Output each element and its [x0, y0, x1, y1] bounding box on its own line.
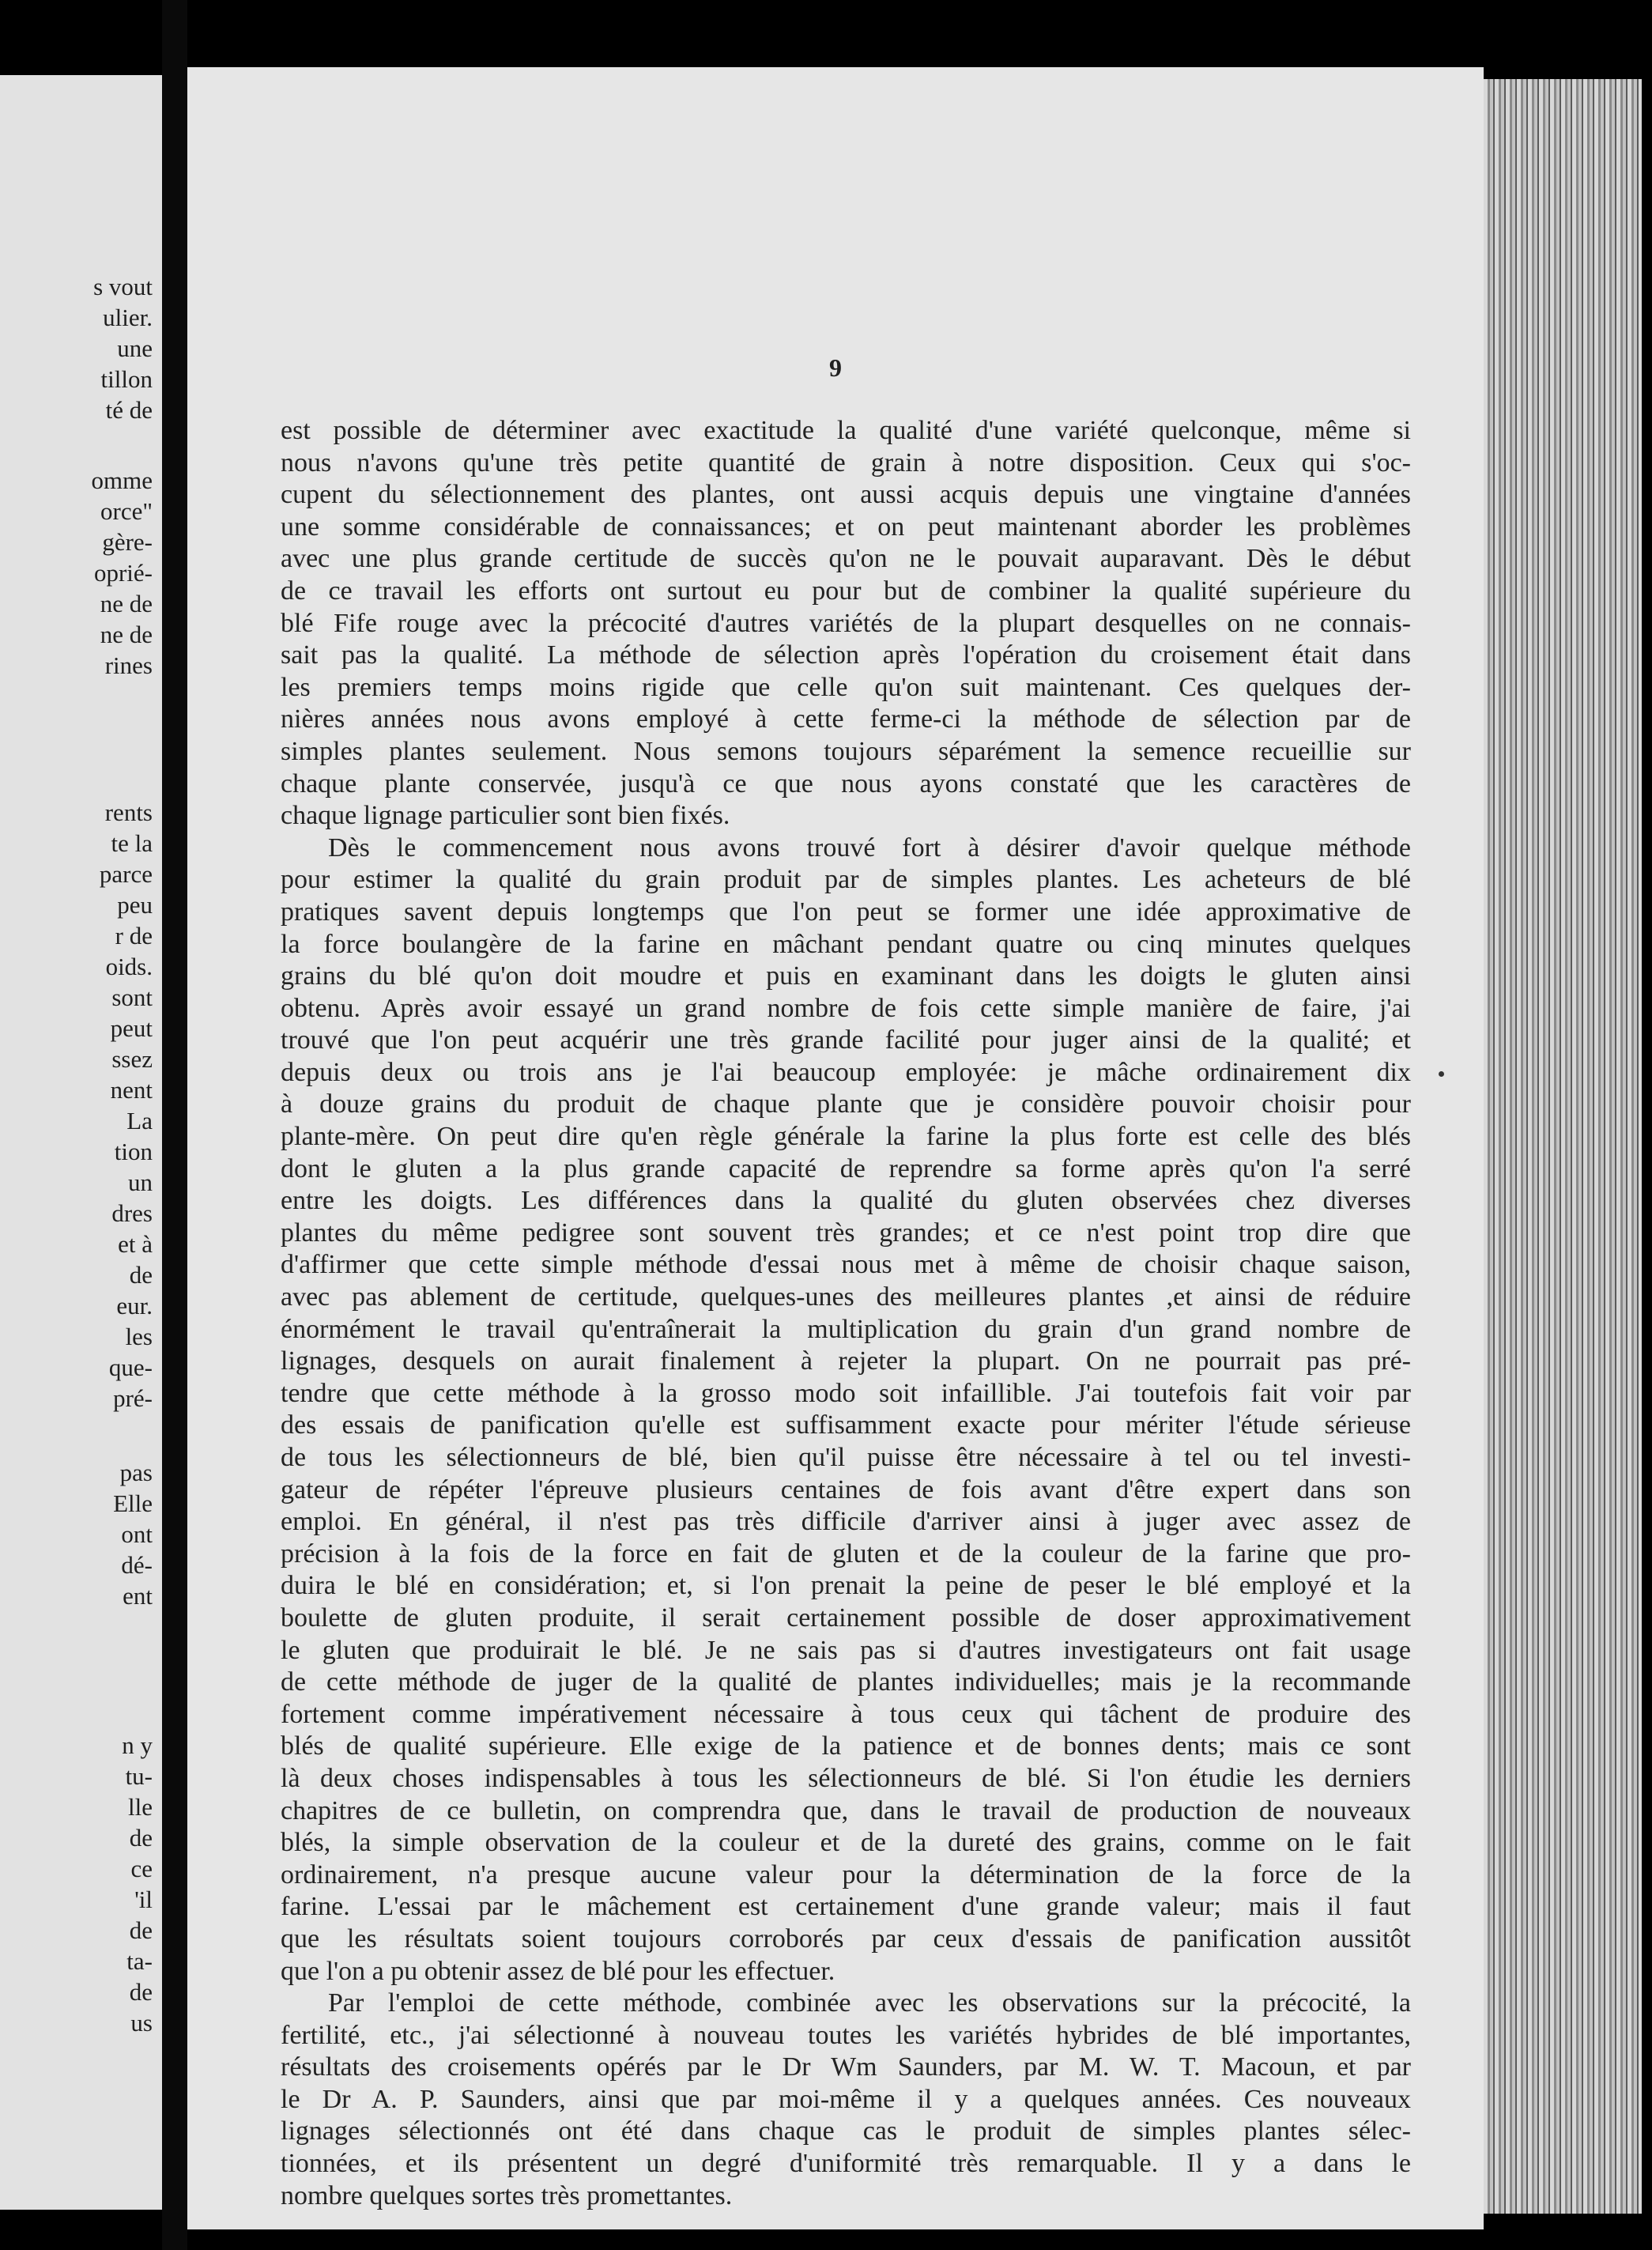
text-line: précision à la fois de la force en fait de gluten et de la couleur de la farine que pro-	[281, 1538, 1411, 1569]
left-page-fragment: peut	[110, 1014, 153, 1042]
book-gutter	[162, 0, 187, 2250]
left-page-fragment: les	[125, 1323, 153, 1350]
text-line: une somme considérable de connaissances; et on peut maintenant aborder les problèmes	[281, 512, 1411, 542]
text-line: de cette méthode de juger de la qualité de plantes individuelles; mais je la recommande	[281, 1667, 1411, 1697]
text-line: chaque lignage particulier sont bien fixés.	[281, 801, 730, 831]
left-page-fragment: té de	[105, 396, 153, 424]
text-line: tendre que cette méthode à la grosso modo soit infaillible. J'ai toutefois fait voir par	[281, 1378, 1411, 1408]
text-line: les premiers temps moins rigide que celle qu'on suit maintenant. Ces quelques der-	[281, 672, 1411, 702]
left-page-fragment: et à	[118, 1230, 153, 1258]
text-line: chaque plante conservée, jusqu'à ce que nous ayons constaté que les caractères de	[281, 768, 1411, 798]
left-page-fragment: n y	[122, 1731, 153, 1759]
text-line: nous n'avons qu'une très petite quantité de grain à notre disposition. Ceux qui s'oc-	[281, 447, 1411, 478]
text-line: emploi. En général, il n'est pas très difficile d'arriver ainsi à juger avec assez de	[281, 1507, 1411, 1537]
text-line: plante-mère. On peut dire qu'en règle générale la farine la plus forte est celle des blés	[281, 1122, 1411, 1152]
text-line: plantes du même pedigree sont souvent très grandes; et ce n'est point trop dire que	[281, 1217, 1411, 1248]
book-page	[187, 67, 1484, 2229]
left-page-fragment: peu	[117, 891, 153, 919]
left-page-fragment: lle	[128, 1793, 153, 1821]
text-line: farine. L'essai par le mâchement est certainement d'une grande valeur; mais il faut	[281, 1892, 1411, 1922]
text-line: boulette de gluten produite, il serait certainement possible de doser approximativement	[281, 1603, 1411, 1633]
left-page-fragment: sont	[111, 983, 153, 1011]
text-line: gateur de répéter l'épreuve plusieurs centaines de fois avant d'être expert dans son	[281, 1474, 1411, 1504]
left-page-fragment: Elle	[113, 1489, 153, 1517]
text-line: nombre quelques sortes très promettantes.	[281, 2180, 733, 2210]
left-facing-page	[0, 75, 162, 2210]
left-page-fragment: que-	[108, 1353, 153, 1381]
text-line: des essais de panification qu'elle est suffisamment exacte pour mériter l'étude sérieuse	[281, 1410, 1411, 1440]
text-line: blé Fife rouge avec la précocité d'autres variétés de la plupart desquelles on ne connais-	[281, 608, 1411, 638]
text-line: résultats des croisements opérés par le Dr Wm Saunders, par M. W. T. Macoun, et par	[281, 2052, 1411, 2082]
left-page-fragment: omme	[91, 466, 153, 494]
text-line: de ce travail les efforts ont surtout eu pour but de combiner la qualité supérieure du	[281, 576, 1411, 606]
left-page-fragment: tion	[114, 1138, 153, 1165]
text-line: ordinairement, n'a presque aucune valeur pour la détermination de la force de la	[281, 1859, 1411, 1889]
text-line: dont le gluten a la plus grande capacité de reprendre sa forme après qu'on l'a serré	[281, 1153, 1411, 1184]
left-page-fragment: oids.	[105, 953, 153, 980]
text-line: à douze grains du produit de chaque plante que je considère pouvoir choisir pour	[281, 1089, 1411, 1119]
text-line: entre les doigts. Les différences dans la qualité du gluten observées chez diverses	[281, 1186, 1411, 1216]
text-line: sait pas la qualité. La méthode de sélection après l'opération du croisement était dans	[281, 640, 1411, 670]
text-line: grains du blé qu'on doit moudre et puis en examinant dans les doigts le gluten ainsi	[281, 961, 1411, 991]
left-page-fragment: rines	[104, 651, 153, 679]
left-page-fragment: tu-	[125, 1762, 153, 1790]
text-line: blés, la simple observation de la couleur et de la dureté des grains, comme on le fait	[281, 1828, 1411, 1858]
left-page-fragment: pré-	[113, 1384, 153, 1412]
left-page-fragment: gère-	[102, 528, 153, 556]
left-page-fragment: ne de	[100, 590, 153, 617]
left-page-fragment: de	[129, 1824, 153, 1852]
left-page-fragment: ta-	[126, 1947, 153, 1975]
left-page-fragment: pas	[119, 1459, 153, 1486]
text-line: depuis deux ou trois ans je l'ai beaucoup employée: je mâche ordinairement dix	[281, 1057, 1411, 1087]
left-page-fragment: La	[126, 1107, 153, 1134]
text-line: pratiques savent depuis longtemps que l'on peut se former une idée approximative de	[281, 897, 1411, 927]
left-page-fragment: s vout	[93, 273, 153, 300]
text-line: fortement comme impérativement nécessaire à tous ceux qui tâchent de produire des	[281, 1699, 1411, 1729]
left-page-fragment: te la	[111, 829, 153, 857]
left-page-fragment: ont	[121, 1520, 153, 1548]
text-line: lignages sélectionnés ont été dans chaque cas le produit de simples plantes sélec-	[281, 2116, 1411, 2146]
left-page-fragment: de	[129, 1916, 153, 1944]
left-page-fragment: tillon	[100, 365, 153, 393]
left-page-fragment: oprié-	[93, 559, 153, 587]
text-line: que les résultats soient toujours corroborés par ceux d'essais de panification aussitôt	[281, 1923, 1411, 1954]
left-page-fragment: ssez	[111, 1045, 153, 1073]
text-line: que l'on a pu obtenir assez de blé pour les effectuer.	[281, 1956, 835, 1986]
left-page-fragment: ce	[130, 1855, 153, 1882]
text-line: le gluten que produirait le blé. Je ne sais pas si d'autres investigateurs ont fait usage	[281, 1635, 1411, 1665]
left-page-fragment: de	[129, 1978, 153, 2006]
text-line: tionnées, et ils présentent un degré d'uniformité très remarquable. Il y a dans le	[281, 2149, 1411, 2179]
body-text	[281, 415, 1411, 2212]
left-page-fragment: us	[130, 2009, 153, 2037]
left-page-fragment: un	[128, 1168, 153, 1196]
text-line: Par l'emploi de cette méthode, combinée avec les observations sur la précocité, la	[328, 1988, 1411, 2018]
ink-dot	[1439, 1071, 1444, 1077]
left-page-fragment: de	[129, 1261, 153, 1289]
text-line: obtenu. Après avoir essayé un grand nombre de fois cette simple manière de faire, j'ai	[281, 993, 1411, 1023]
text-line: énormément le travail qu'entraînerait la multiplication du grain d'un grand nombre de	[281, 1314, 1411, 1344]
left-page-fragment: ne de	[100, 621, 153, 648]
text-line: trouvé que l'on peut acquérir une très grande facilité pour juger ainsi de la qualité; et	[281, 1025, 1411, 1055]
left-page-fragment: orce"	[100, 497, 153, 525]
text-line: le Dr A. P. Saunders, ainsi que par moi-même il y a quelques années. Ces nouveaux	[281, 2084, 1411, 2114]
left-page-fragment: dres	[111, 1199, 153, 1227]
text-line: là deux choses indispensables à tous les sélectionneurs de blé. Si l'on étudie les derniers	[281, 1763, 1411, 1793]
left-page-fragment: ulier.	[103, 304, 153, 331]
left-page-fragment: eur.	[116, 1292, 153, 1319]
left-page-fragment: nent	[110, 1076, 153, 1104]
text-line: avec pas ablement de certitude, quelques-unes des meilleures plantes ,et ainsi de réduire	[281, 1282, 1411, 1312]
left-page-fragment: dé-	[121, 1551, 153, 1579]
text-line: la force boulangère de la farine en mâchant pendant quatre ou cinq minutes quelques	[281, 929, 1411, 959]
left-page-fragment: parce	[99, 860, 153, 888]
left-page-fragment: 'il	[134, 1886, 153, 1913]
text-line: nières années nous avons employé à cette ferme-ci la méthode de sélection par de	[281, 704, 1411, 734]
text-line: fertilité, etc., j'ai sélectionné à nouveau toutes les variétés hybrides de blé importantes,	[281, 2020, 1411, 2050]
text-line: cupent du sélectionnement des plantes, ont aussi acquis depuis une vingtaine d'années	[281, 480, 1411, 510]
text-line: de tous les sélectionneurs de blé, bien qu'il puisse être nécessaire à tel ou tel investi-	[281, 1443, 1411, 1472]
text-line: blés de qualité supérieure. Elle exige de la patience et de bonnes dents; mais ce sont	[281, 1731, 1411, 1761]
text-line: chapitres de ce bulletin, on comprendra que, dans le travail de production de nouveaux	[281, 1795, 1411, 1825]
page-edges	[1484, 79, 1642, 2214]
text-line: avec une plus grande certitude de succès qu'on ne le pouvait auparavant. Dès le début	[281, 544, 1411, 574]
text-line: lignages, desquels on aurait finalement à rejeter la plupart. On ne pourrait pas pré-	[281, 1346, 1411, 1376]
text-line: est possible de déterminer avec exactitude la qualité d'une variété quelconque, même si	[281, 416, 1411, 445]
text-line: duira le blé en considération; et, si l'on prenait la peine de peser le blé employé et la	[281, 1571, 1411, 1601]
text-line: Dès le commencement nous avons trouvé fort à désirer d'avoir quelque méthode	[328, 832, 1411, 863]
text-line: d'affirmer que cette simple méthode d'essai nous met à même de choisir chaque saison,	[281, 1250, 1411, 1280]
left-page-fragment: r de	[115, 922, 153, 949]
text-line: pour estimer la qualité du grain produit par de simples plantes. Les acheteurs de blé	[281, 865, 1411, 895]
left-page-fragment: rents	[104, 798, 153, 826]
text-line: simples plantes seulement. Nous semons toujours séparément la semence recueillie sur	[281, 736, 1411, 766]
left-page-fragment: ent	[123, 1582, 153, 1610]
page-number: 9	[829, 353, 842, 382]
left-page-fragment: une	[117, 334, 153, 362]
